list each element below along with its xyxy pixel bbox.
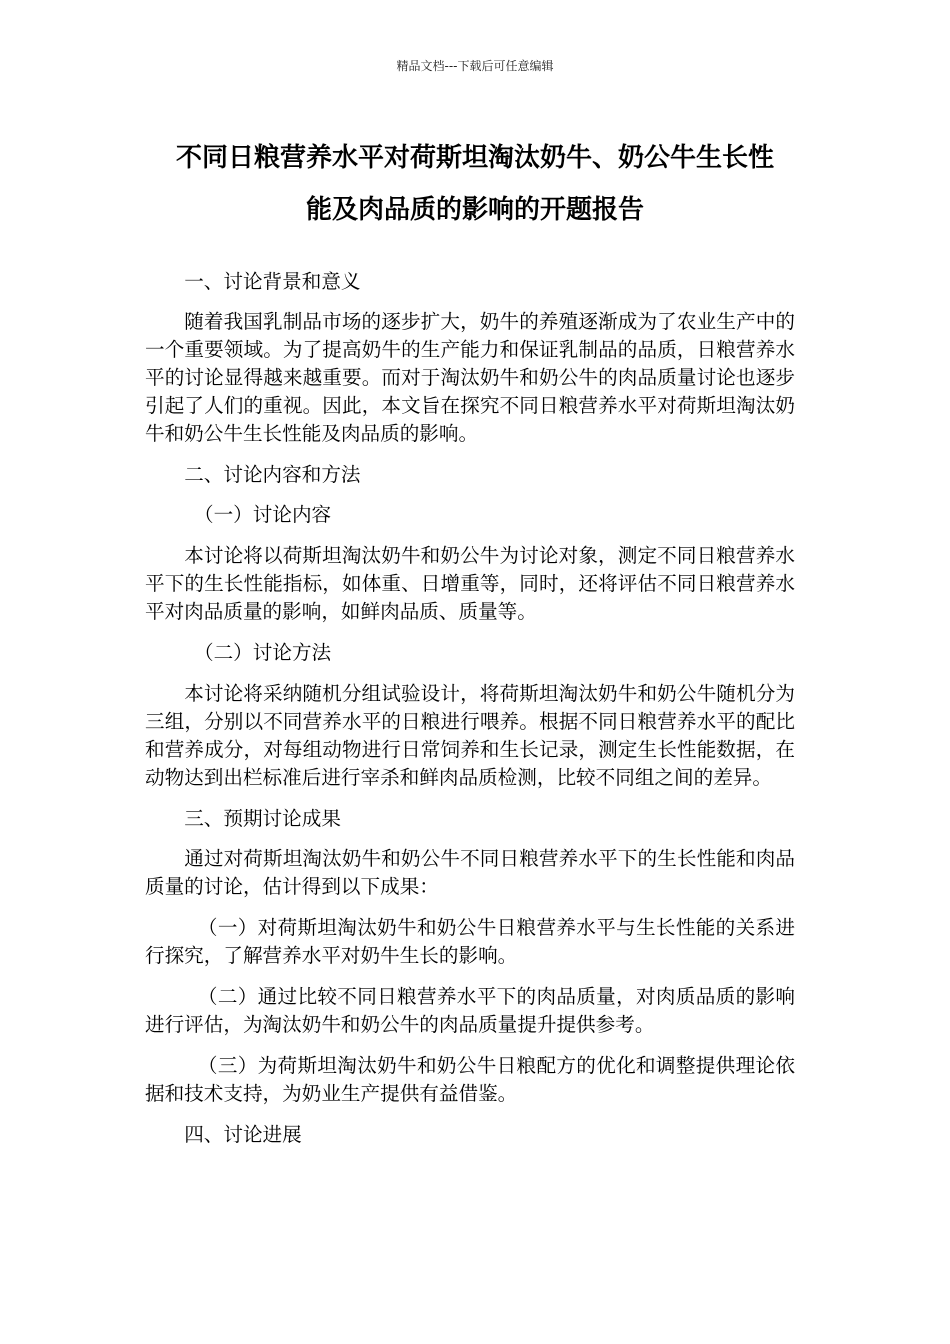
result-item-2: （二）通过比较不同日粮营养水平下的肉品质量，对肉质品质的影响进行评估，为淘汰奶牛和奶公牛的肉品质量提升提供参考。 bbox=[145, 985, 795, 1036]
section-heading-progress: 四、讨论进展 bbox=[184, 1123, 302, 1146]
title-line-2: 能及肉品质的影响的开题报告 bbox=[305, 195, 644, 225]
header-note: 精品文档---下载后可任意编辑 bbox=[396, 59, 554, 73]
paragraph-background: 随着我国乳制品市场的逐步扩大，奶牛的养殖逐渐成为了农业生产中的一个重要领域。为了提高奶牛的生产能力和保证乳制品的品质，日粮营养水平的讨论显得越来越重要。而对于淘汰奶牛和奶公牛的肉品质量讨论也逐步引起了人们的重视。因此，本文旨在探究不同日粮营养水平对荷斯坦淘汰奶牛和奶公牛生长性能及肉品质的影响。 bbox=[145, 310, 795, 445]
subheading-method: （二）讨论方法 bbox=[194, 641, 332, 664]
subheading-content: （一）讨论内容 bbox=[194, 503, 332, 526]
document-body bbox=[145, 268, 795, 1161]
section-heading-background: 一、讨论背景和意义 bbox=[184, 270, 361, 293]
section-heading-content-method: 二、讨论内容和方法 bbox=[184, 463, 361, 486]
title-line-1: 不同日粮营养水平对荷斯坦淘汰奶牛、奶公牛生长性 bbox=[175, 143, 774, 173]
paragraph-method: 本讨论将采纳随机分组试验设计，将荷斯坦淘汰奶牛和奶公牛随机分为三组，分别以不同营养水平的日粮进行喂养。根据不同日粮营养水平的配比和营养成分，对每组动物进行日常饲养和生长记录，测定生长性能数据，在动物达到出栏标准后进行宰杀和鲜肉品质检测，比较不同组之间的差异。 bbox=[145, 682, 795, 789]
paragraph-content: 本讨论将以荷斯坦淘汰奶牛和奶公牛为讨论对象，测定不同日粮营养水平下的生长性能指标，如体重、日增重等，同时，还将评估不同日粮营养水平对肉品质量的影响，如鲜肉品质、质量等。 bbox=[145, 544, 795, 623]
result-item-3: （三）为荷斯坦淘汰奶牛和奶公牛日粮配方的优化和调整提供理论依据和技术支持，为奶业生产提供有益借鉴。 bbox=[145, 1054, 795, 1105]
document-title bbox=[130, 132, 820, 236]
result-item-1: （一）对荷斯坦淘汰奶牛和奶公牛日粮营养水平与生长性能的关系进行探究，了解营养水平对奶牛生长的影响。 bbox=[145, 916, 795, 967]
paragraph-expected-results: 通过对荷斯坦淘汰奶牛和奶公牛不同日粮营养水平下的生长性能和肉品质量的讨论，估计得到以下成果： bbox=[145, 847, 795, 898]
section-heading-expected-results: 三、预期讨论成果 bbox=[184, 807, 341, 830]
